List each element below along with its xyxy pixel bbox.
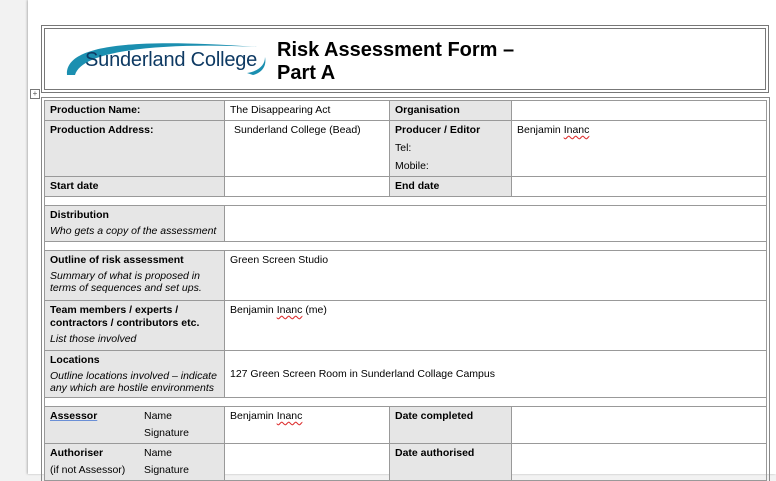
producer-cell [390, 121, 512, 177]
team-suffix: (me) [305, 304, 327, 316]
date-completed-field[interactable] [512, 407, 767, 444]
production-address-value: Sunderland College (Bead) [234, 124, 361, 136]
table-row [45, 121, 767, 177]
team-field[interactable] [225, 301, 767, 351]
table-row [45, 177, 767, 197]
date-completed-label: Date completed [390, 407, 512, 444]
assessor-name-label: Name [144, 410, 173, 422]
start-date-field[interactable] [225, 177, 390, 197]
outline-sub: Summary of what is proposed in terms of sequences and set ups. [50, 270, 202, 294]
table-row [45, 301, 767, 351]
authoriser-note: (if not Assessor) [50, 464, 126, 476]
producer-last-name: Inanc [563, 124, 590, 136]
organisation-label: Organisation [390, 101, 512, 121]
assessor-first-name: Benjamin [230, 410, 274, 422]
locations-cell [45, 351, 225, 398]
start-date-label: Start date [45, 177, 225, 197]
team-label: Team members / experts / contractors / contributors etc. [50, 304, 200, 329]
header-box [44, 28, 766, 90]
distribution-field[interactable] [225, 206, 767, 242]
outline-label: Outline of risk assessment [50, 254, 184, 266]
locations-label: Locations [50, 354, 100, 366]
authoriser-field[interactable] [225, 444, 390, 481]
producer-label: Producer / Editor [395, 124, 481, 136]
assessor-label: Assessor [50, 410, 98, 422]
team-first-name: Benjamin [230, 304, 274, 316]
locations-sub: Outline locations involved – indicate any which are hostile environments [50, 370, 217, 394]
production-name-label: Production Name: [45, 101, 225, 121]
authoriser-name-label: Name [144, 447, 173, 459]
authoriser-cell [45, 444, 225, 481]
end-date-field[interactable] [512, 177, 767, 197]
team-cell [45, 301, 225, 351]
page-title [277, 39, 577, 85]
authoriser-label: Authoriser [50, 447, 104, 459]
title-line-2: Part A [277, 62, 336, 84]
table-row-separator [45, 398, 767, 407]
team-last-name: Inanc [276, 304, 303, 316]
table-row [45, 444, 767, 481]
mobile-label: Mobile: [395, 160, 429, 172]
table-row-separator [45, 242, 767, 251]
table-row-separator [45, 197, 767, 206]
table-row [45, 407, 767, 444]
production-name-field[interactable]: The Disappearing Act [225, 101, 390, 121]
document-page [28, 0, 776, 474]
table-row [45, 101, 767, 121]
title-line-1: Risk Assessment Form – [277, 39, 515, 61]
assessor-cell [45, 407, 225, 444]
assessor-field[interactable] [225, 407, 390, 444]
table-row [45, 251, 767, 301]
logo-text: Sunderland College [85, 49, 258, 71]
distribution-sub: Who gets a copy of the assessment [50, 225, 217, 237]
production-address-label: Production Address: [45, 121, 225, 177]
sunderland-college-logo [61, 35, 271, 83]
outline-field[interactable]: Green Screen Studio [225, 251, 767, 301]
organisation-field[interactable] [512, 101, 767, 121]
assessor-signature-label: Signature [144, 427, 189, 439]
table-move-handle-icon[interactable]: + [30, 89, 40, 99]
producer-first-name: Benjamin [517, 124, 561, 136]
outline-cell [45, 251, 225, 301]
assessor-last-name: Inanc [276, 410, 303, 422]
distribution-label: Distribution [50, 209, 109, 221]
distribution-cell [45, 206, 225, 242]
date-authorised-label: Date authorised [390, 444, 512, 481]
table-row [45, 351, 767, 398]
risk-assessment-table [44, 100, 767, 481]
team-sub: List those involved [50, 333, 137, 345]
locations-field[interactable]: 127 Green Screen Room in Sunderland Collage Campus [225, 351, 767, 398]
producer-field[interactable] [512, 121, 767, 177]
end-date-label: End date [390, 177, 512, 197]
table-row [45, 206, 767, 242]
authoriser-signature-label: Signature [144, 464, 189, 476]
date-authorised-field[interactable] [512, 444, 767, 481]
tel-label: Tel: [395, 142, 412, 154]
production-address-field[interactable] [225, 121, 390, 177]
